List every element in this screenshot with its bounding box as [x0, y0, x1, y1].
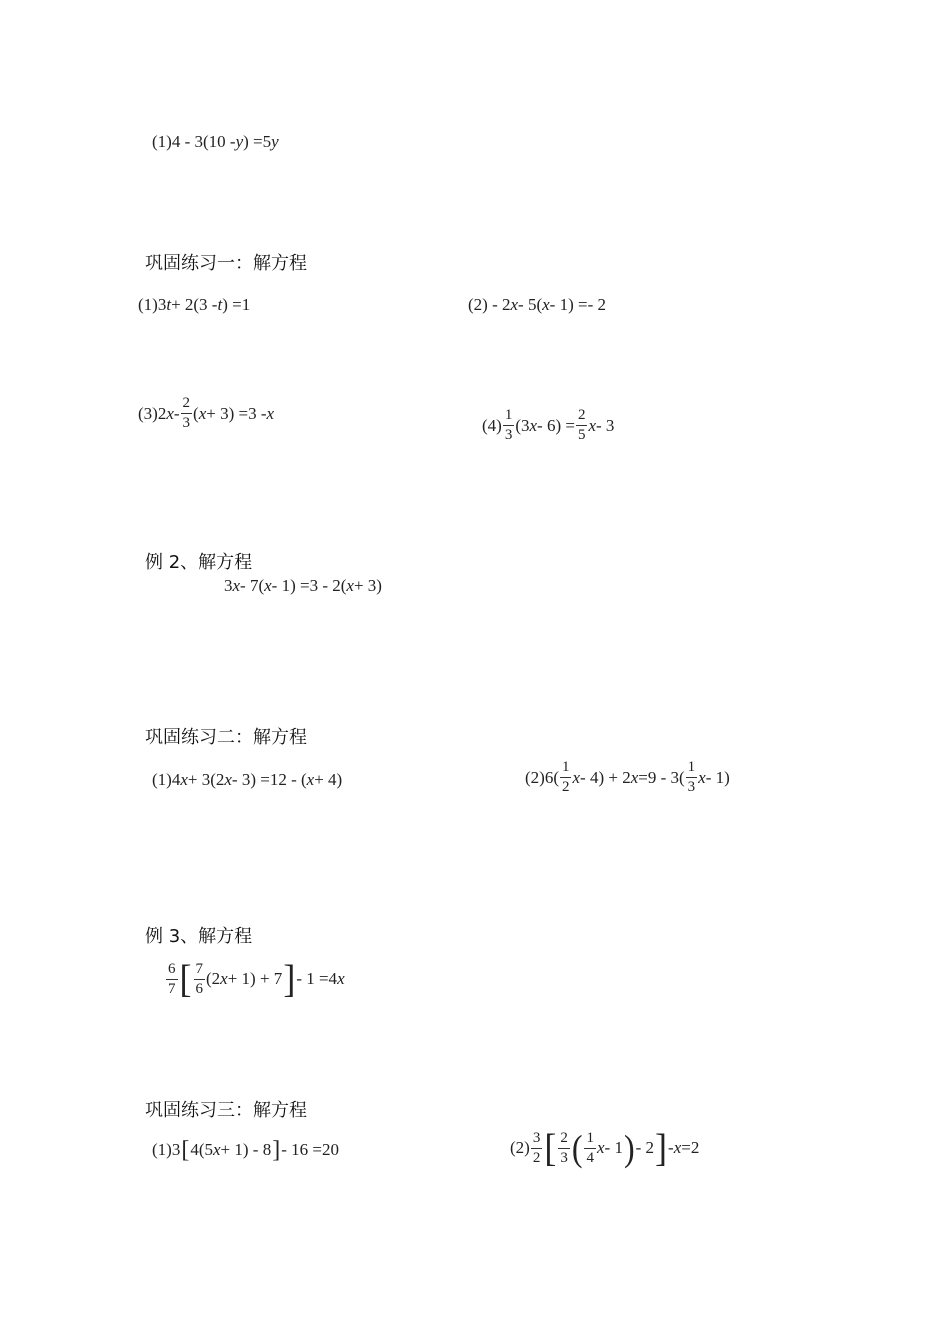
- s3p2-denominator-3: 4: [586, 1149, 594, 1166]
- s1p3-var2: x: [198, 403, 207, 423]
- s3p1-a: 4(5: [190, 1140, 213, 1159]
- s3p2-denominator-2: 3: [560, 1149, 568, 1166]
- s2p1-var3: x: [306, 770, 315, 789]
- ex3-var2: x: [337, 969, 345, 988]
- s1p2-b: - 1) =- 2: [549, 295, 606, 314]
- section1-heading: 巩固练习一：解方程: [145, 253, 307, 274]
- intro-var-y2: y: [271, 132, 279, 151]
- s1p4-numerator-2: 2: [577, 407, 586, 423]
- s2p2-fraction-1: [560, 760, 572, 795]
- s1p4-numerator-1: 1: [504, 407, 513, 423]
- s1p2-a: - 5(: [518, 295, 543, 314]
- s2p2-a: - 4) + 2: [580, 767, 631, 787]
- s1p4-fraction-2: [576, 408, 588, 443]
- s1p4-var2: x: [588, 415, 597, 435]
- s1p1-a: + 2(3 -: [171, 295, 218, 314]
- ex3-fraction-2: [194, 962, 206, 997]
- s3p1-b: + 1) - 8: [220, 1140, 272, 1159]
- s1-problem-2: [468, 295, 606, 315]
- s1p4-var: x: [529, 415, 538, 435]
- s1-problem-1: [138, 295, 250, 315]
- s3p2-fraction-2: [558, 1131, 570, 1166]
- ex2-c: - 1) =3 - 2(: [271, 576, 347, 595]
- example3-heading: 例 3、解方程: [145, 926, 253, 947]
- s1p4-denominator-2: 5: [577, 427, 586, 443]
- ex3-c: - 1 =4: [296, 969, 338, 988]
- ex2-var2: x: [264, 576, 272, 595]
- s2p2-b: =9 - 3(: [638, 767, 685, 787]
- s3p2-fraction-3: [584, 1131, 596, 1166]
- s1p3-fraction: [181, 396, 193, 431]
- s1p4-fraction-1: [503, 408, 515, 443]
- s3p2-right-paren: ): [623, 1127, 635, 1169]
- s2p2-denominator-2: 3: [687, 779, 696, 795]
- s3p1-label: (1)3: [152, 1140, 181, 1159]
- ex3-var: x: [220, 969, 228, 988]
- ex2-a: 3: [224, 576, 233, 595]
- s3p2-fraction-1: [531, 1131, 543, 1166]
- example2-heading: 例 2、解方程: [145, 552, 253, 573]
- s3p2-numerator-2: 2: [560, 1129, 568, 1146]
- section3-heading: 巩固练习三：解方程: [145, 1100, 307, 1121]
- intro-part-a: 4 - 3(10 -: [171, 132, 236, 151]
- s2p2-var3: x: [698, 767, 706, 787]
- s3p2-numerator-3: 1: [586, 1129, 594, 1146]
- ex3-left-bracket: [: [179, 957, 192, 1001]
- s3-problem-1: [152, 1138, 339, 1162]
- s2p2-fraction-2: [686, 760, 698, 795]
- s3p2-right-bracket: ]: [655, 1126, 668, 1170]
- intro-label: (1): [152, 132, 172, 151]
- s2p1-var2: x: [224, 770, 232, 789]
- s1p3-label: (3)2: [138, 403, 167, 423]
- s1p3-denominator: 3: [182, 415, 191, 431]
- ex3-b: + 1) + 7: [227, 969, 283, 988]
- s1p4-label: (4): [482, 415, 502, 435]
- s1p2-var: x: [510, 295, 519, 314]
- s3p2-var: x: [596, 1138, 605, 1157]
- s1p1-label: (1)3: [138, 295, 167, 314]
- s2p2-numerator-2: 1: [687, 759, 696, 775]
- ex3-numerator-2: 7: [195, 960, 203, 977]
- s3p2-c: -: [668, 1138, 674, 1157]
- s1-problem-3: [138, 396, 274, 431]
- s2p1-a: + 3(2: [187, 770, 225, 789]
- s1p3-c: + 3) =3 -: [206, 403, 267, 423]
- s3p1-left-bracket: [: [181, 1137, 190, 1163]
- s3p2-d: =2: [681, 1138, 700, 1157]
- s3p1-c: - 16 =20: [281, 1140, 339, 1159]
- s1p4-a: (3: [515, 415, 530, 435]
- intro-equation: [152, 132, 279, 152]
- s1p3-numerator: 2: [182, 395, 191, 411]
- s1-problem-4: [482, 408, 614, 443]
- s1p3-a: -: [173, 403, 180, 423]
- ex3-fraction-1: [166, 962, 178, 997]
- s2p2-label: (2)6(: [525, 767, 559, 787]
- s1p2-label: (2) - 2: [468, 295, 511, 314]
- s2-problem-2: [525, 760, 730, 795]
- s2p1-var: x: [180, 770, 188, 789]
- s1p3-var: x: [166, 403, 174, 423]
- s1p4-denominator-1: 3: [504, 427, 513, 443]
- ex2-b: - 7(: [240, 576, 265, 595]
- ex3-denominator-2: 6: [195, 980, 203, 997]
- s2p1-b: - 3) =12 - (: [231, 770, 307, 789]
- ex3-right-bracket: ]: [283, 957, 296, 1001]
- s3p1-var: x: [213, 1140, 221, 1159]
- s3p2-a: - 1: [604, 1138, 623, 1157]
- s1p4-b: - 6) =: [537, 415, 575, 435]
- s3p2-denominator-1: 2: [532, 1149, 541, 1166]
- s1p3-b: (: [193, 403, 199, 423]
- s1p1-var2: t: [217, 295, 223, 314]
- s2p2-numerator-1: 1: [561, 759, 570, 775]
- s2p2-var: x: [572, 767, 581, 787]
- ex3-numerator-1: 6: [168, 960, 176, 977]
- ex3-denominator-1: 7: [168, 980, 176, 997]
- ex2-var: x: [232, 576, 241, 595]
- ex2-var3: x: [346, 576, 354, 595]
- s3p2-left-paren: (: [571, 1127, 583, 1169]
- s2p2-denominator-1: 2: [561, 779, 570, 795]
- s2p1-label: (1)4: [152, 770, 181, 789]
- intro-part-b: ) =5: [243, 132, 272, 151]
- s3p2-var2: x: [673, 1138, 682, 1157]
- s1p2-var2: x: [542, 295, 550, 314]
- s3p2-left-bracket: [: [544, 1126, 557, 1170]
- s2p2-var2: x: [630, 767, 639, 787]
- example2-equation: [224, 576, 382, 596]
- s2-problem-1: [152, 770, 342, 790]
- s1p1-var: t: [166, 295, 172, 314]
- ex2-d: + 3): [353, 576, 382, 595]
- s2p2-c: - 1): [705, 767, 730, 787]
- s1p3-var3: x: [266, 403, 275, 423]
- ex3-a: (2: [206, 969, 221, 988]
- s3-problem-2: [510, 1126, 700, 1170]
- intro-var-y: y: [235, 132, 244, 151]
- example3-equation: [165, 957, 345, 1001]
- s3p2-b: - 2: [635, 1138, 655, 1157]
- s1p4-c: - 3: [596, 415, 615, 435]
- section2-heading: 巩固练习二：解方程: [145, 727, 307, 748]
- s1p1-b: ) =1: [222, 295, 251, 314]
- s2p1-c: + 4): [314, 770, 343, 789]
- s3p2-label: (2): [510, 1138, 530, 1157]
- s3p1-right-bracket: ]: [272, 1137, 281, 1163]
- s3p2-numerator-1: 3: [532, 1129, 541, 1146]
